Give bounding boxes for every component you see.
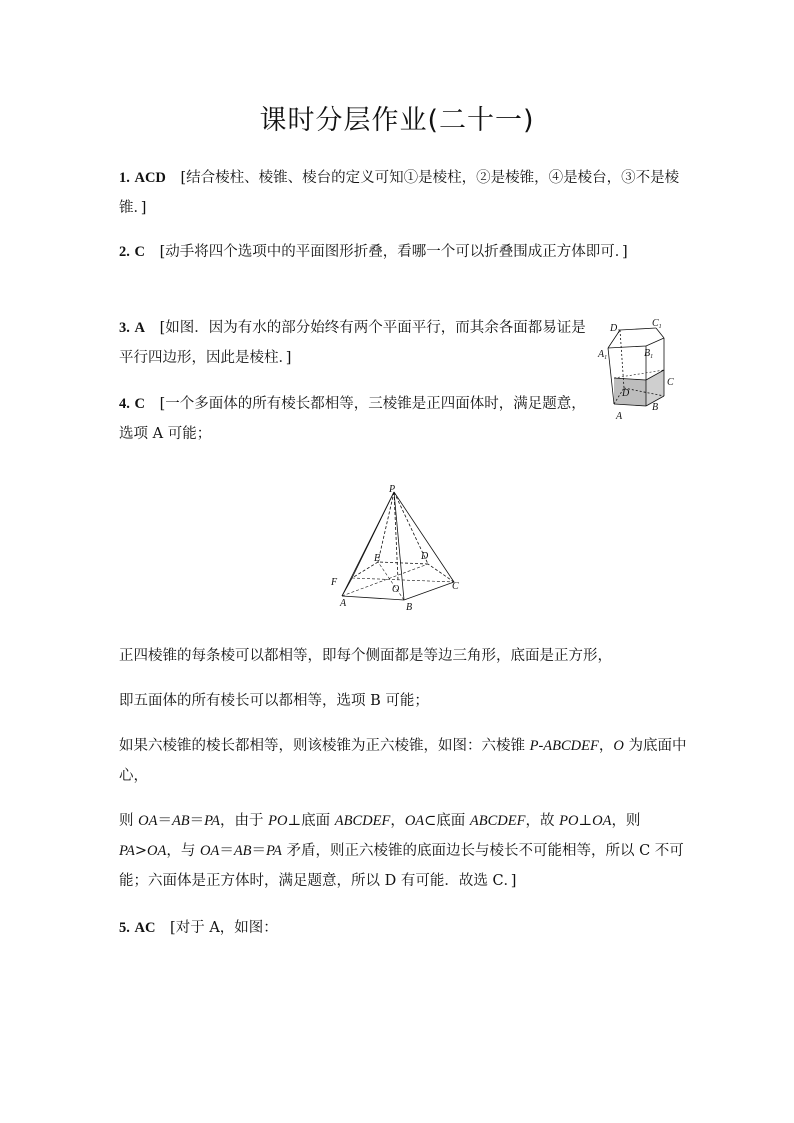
text-segment: ⊥底面 — [287, 813, 335, 829]
answer-2 — [119, 237, 691, 267]
text-segment: ＝ — [251, 843, 267, 859]
edge-pc — [394, 492, 454, 582]
label-c: C — [667, 377, 674, 388]
water-front-face — [614, 378, 646, 406]
label-a1: $A_1$ — [598, 349, 608, 361]
answer-choice: C — [134, 396, 145, 412]
edge-bc — [404, 582, 454, 600]
label-c: C — [452, 581, 459, 592]
label-b: B — [652, 402, 659, 413]
edge-pe — [378, 492, 394, 562]
text-segment: > — [134, 843, 148, 859]
text-segment: ⊥ — [578, 813, 593, 829]
label-f: F — [331, 577, 338, 588]
edge-de — [378, 562, 428, 564]
edge-a1b1 — [608, 346, 646, 348]
text-segment: ，与 — [166, 843, 200, 859]
paragraph-contradiction — [119, 806, 691, 896]
label-d: D — [421, 551, 429, 562]
text-segment: 为底面中心， — [119, 738, 687, 784]
text-segment: ＝ — [157, 813, 172, 829]
question-number: 1. — [119, 170, 130, 186]
edge-po — [394, 492, 398, 580]
edge-d1c1 — [620, 328, 656, 330]
question-number: 3. — [119, 320, 130, 336]
label-e: E — [374, 553, 381, 564]
answer-choice: AC — [134, 920, 156, 936]
math-segment: PO — [559, 813, 579, 829]
text-segment: 则 — [119, 813, 139, 829]
edge-a1a — [608, 348, 614, 404]
paragraph-square-pyramid: 正四棱锥的每条棱可以都相等，即每个侧面都是等边三角形，底面是正方形， — [119, 648, 612, 664]
question-number: 4. — [119, 396, 130, 412]
paragraph-hexagonal — [119, 731, 691, 791]
question-number: 5. — [119, 920, 130, 936]
label-p: P — [389, 484, 396, 495]
text-segment: 如果六棱锥的棱长都相等，则该棱锥为正六棱锥，如图：六棱锥 — [119, 738, 530, 754]
answer-3 — [119, 313, 589, 373]
text-segment: ⊂底面 — [424, 813, 470, 829]
answer-explanation: [动手将四个选项中的平面图形折叠，看哪一个可以折叠围成正方体即可．] — [159, 244, 628, 260]
answer-explanation: [一个多面体的所有棱长都相等，三棱锥是正四面体时，满足题意，选项 A 可能； — [119, 396, 586, 442]
page-title: 课时分层作业(二十一) — [259, 105, 535, 136]
answer-4 — [119, 389, 589, 449]
question-number: 2. — [119, 244, 130, 260]
math-segment: PA — [266, 843, 282, 859]
math-segment: ABCDEF — [334, 813, 391, 829]
label-a: A — [616, 411, 623, 422]
label-b1: $B_1$ — [644, 348, 654, 360]
answer-5 — [119, 913, 691, 943]
text-segment: ， — [598, 738, 614, 754]
math-segment: OA — [592, 813, 612, 829]
label-b: B — [406, 602, 413, 613]
edge-pa — [342, 492, 394, 596]
math-segment: OA — [147, 843, 167, 859]
answer-explanation: [如图．因为有水的部分始终有两个平面平行，而其余各面都易证是平行四边形，因此是棱柱．] — [119, 320, 586, 366]
label-o: O — [392, 584, 400, 595]
hexagonal-pyramid-figure — [326, 482, 466, 614]
cube-figure — [594, 318, 684, 423]
text-segment: ＝ — [189, 813, 205, 829]
answer-choice: A — [134, 320, 145, 336]
edge-ab — [342, 596, 404, 600]
math-segment: PA — [119, 843, 135, 859]
math-segment: ABCDEF — [469, 813, 526, 829]
label-a: A — [340, 598, 347, 609]
text-segment: ，故 — [525, 813, 560, 829]
diag-ad — [342, 564, 428, 596]
text-segment: ＝ — [219, 843, 234, 859]
answer-choice: ACD — [134, 170, 166, 186]
label-d1: $D_1$ — [610, 323, 621, 335]
answer-explanation: [结合棱柱、棱锥、棱台的定义可知①是棱柱，②是棱锥，④是棱台，③不是棱锥．] — [119, 170, 680, 216]
label-d: D — [622, 388, 630, 399]
answer-explanation: [对于 A，如图： — [170, 920, 278, 936]
math-segment: P-ABCDEF — [529, 738, 599, 754]
math-segment: O — [613, 738, 624, 754]
edge-cd — [428, 564, 454, 582]
math-segment: PO — [268, 813, 288, 829]
edge-b1c1 — [646, 338, 664, 346]
text-segment: ，则 — [611, 813, 641, 829]
text-segment: 矛盾，则正六棱锥的底面边长与棱长不可能相等，所以 C 不可能；六面体是正方体时，满足题意，所以 D 有可能．故选 C．] — [119, 843, 684, 889]
math-segment: OA — [138, 813, 158, 829]
text-segment: ，由于 — [220, 813, 269, 829]
answer-choice: C — [134, 244, 145, 260]
diag-fc — [352, 578, 454, 582]
math-segment: AB — [233, 843, 252, 859]
label-c1: $C_1$ — [652, 318, 662, 330]
text-segment: ， — [390, 813, 405, 829]
math-segment: OA — [404, 813, 425, 829]
math-segment: PA — [204, 813, 221, 829]
math-segment: AB — [171, 813, 190, 829]
answer-1 — [119, 163, 691, 223]
math-segment: OA — [199, 843, 220, 859]
paragraph-five-faces: 即五面体的所有棱长可以都相等，选项 B 可能； — [119, 693, 429, 709]
